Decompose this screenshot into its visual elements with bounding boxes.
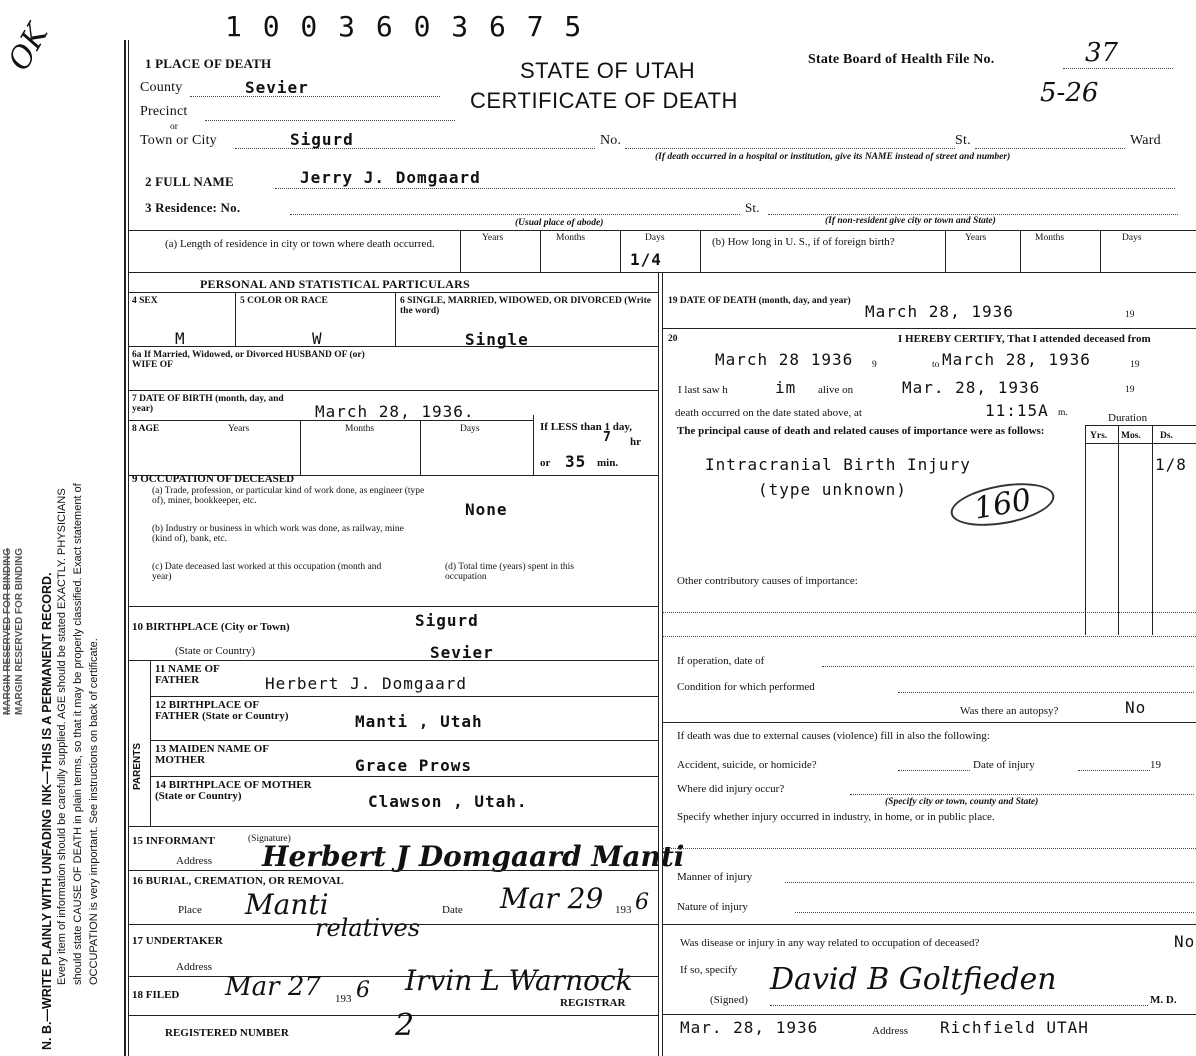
informant-signature: Herbert J Domgaard Manti [262,840,685,873]
file-number-label: State Board of Health File No. [808,52,995,67]
mother-name-value: Grace Prows [355,756,472,775]
md-label: M. D. [1150,994,1177,1006]
autopsy-value: No [1125,698,1147,717]
margin-instruction-4: OCCUPATION is very important. See instructions on back of certificate. [88,638,100,985]
margin-instruction-1: N. B.—WRITE PLAINLY WITH UNFADING INK—THIS IS A PERMANENT RECORD. [40,572,54,1050]
cause-code-circled: 160 [947,476,1057,533]
county-label: County [140,80,183,95]
occupation-value: None [465,500,508,519]
occupation-c-label: (c) Date deceased last worked at this occupation (month and year) [152,562,382,582]
or-label: or [170,122,178,132]
burial-label: 16 BURIAL, CREMATION, OR REMOVAL [132,875,344,887]
town-label: Town or City [140,133,217,148]
injury-date-label: Date of injury [973,759,1035,771]
signed-label: (Signed) [710,994,748,1006]
manner-of-injury-label: Manner of injury [677,871,753,883]
registered-number-value: 2 [395,1008,415,1043]
mother-birthplace-value: Clawson , Utah. [368,792,528,811]
physician-address-value: Richfield UTAH [940,1018,1089,1037]
if-so-label: If so, specify [680,964,738,976]
margin-reserved-1: MARGIN RESERVED FOR BINDING [2,547,13,715]
certificate-serial-number: 1 0 0 3 6 0 3 6 7 5 [225,10,584,43]
cause-of-death-secondary: (type unknown) [758,480,907,499]
burial-year-value: 6 [635,890,649,915]
marital-status-value: Single [465,330,529,349]
undertaker-value: relatives [315,914,421,942]
burial-year-prefix: 193 [615,904,632,916]
attended-from-date: March 28 1936 [715,350,854,369]
registrar-signature: Irvin L Warnock [405,964,633,997]
filed-label: 18 FILED [132,989,180,1001]
us-months-header: Months [1035,233,1065,243]
occupation-b-label: (b) Industry or business in which work was done, as railway, mine (kind of), bank, etc. [152,524,404,544]
residence-st-label: St. [745,200,760,215]
nonresident-note: (If non-resident give city or town and State) [825,216,996,226]
occupation-d-label: (d) Total time (years) spent in this occupation [445,562,574,582]
injury-where-label: Where did injury occur? [677,783,785,795]
file-number-value: 37 [1085,38,1119,68]
no-label: No. [600,133,622,148]
burial-date-label: Date [442,904,463,916]
single-married-label: 6 SINGLE, MARRIED, WIDOWED, OR DIVORCED (Write the word) [400,296,651,316]
certify-number: 20 [668,334,678,344]
duration-years-header: Yrs. [1090,431,1108,441]
occupation-related-label: Was disease or injury in any way related to occupation of deceased? [680,937,980,949]
certify-text: I HEREBY CERTIFY, That I attended deceased from [898,333,1151,345]
occupation-a-label: (a) Trade, profession, or particular kind of work done, as engineer (type of), miner, bookkeeper, etc. [152,486,425,506]
registered-number-label: REGISTERED NUMBER [165,1027,289,1039]
father-birthplace-value: Manti , Utah [355,712,483,731]
duration-days-header: Ds. [1160,431,1173,441]
us-days-header: Days [1122,233,1142,243]
mother-birthplace-label: 14 BIRTHPLACE OF MOTHER (State or Country) [155,779,312,802]
foreign-birth-label: (b) How long in U. S., if of foreign birth? [712,236,895,248]
precinct-label: Precinct [140,104,188,119]
race-label: 5 COLOR OR RACE [240,296,328,306]
last-saw-date: Mar. 28, 1936 [902,378,1041,397]
time-of-death: 11:15A [985,401,1049,420]
occupation-heading: 9 OCCUPATION OF DECEASED [132,473,295,485]
undertaker-label: 17 UNDERTAKER [132,935,223,947]
injury-date-suffix: 19 [1150,759,1161,771]
residence-months-header: Months [556,233,586,243]
dod-suffix: 19 [1125,310,1135,320]
residence-days-header: Days [645,233,665,243]
birthplace-state-label: (State or Country) [175,645,256,657]
specify-city-note: (Specify city or town, county and State) [885,797,1039,807]
condition-label: Condition for which performed [677,681,815,693]
residence-days-value: 1/4 [630,250,662,269]
occupation-related-value: No [1174,932,1196,951]
physician-signature: David B Goltfieden [770,962,1057,997]
signature-date: Mar. 28, 1936 [680,1018,819,1037]
duration-months-header: Mos. [1121,431,1141,441]
hours-label: hr [630,436,641,448]
registrar-label: REGISTRAR [560,997,626,1009]
margin-instruction-2: Every item of information should be carefully supplied. AGE should be stated EXACTLY. PHYSICIANS [56,488,68,985]
residence-label: 3 Residence: No. [145,200,241,215]
personal-section-heading: PERSONAL AND STATISTICAL PARTICULARS [200,277,470,291]
birthplace-city-value: Sigurd [415,611,479,630]
informant-address-label: Address [176,855,213,867]
binding-margin [0,0,125,1056]
am-pm-label: m. [1058,408,1068,418]
autopsy-label: Was there an autopsy? [960,705,1059,717]
dod-label: 19 DATE OF DEATH (month, day, and year) [668,296,851,306]
principal-cause-label: The principal cause of death and related causes of importance were as follows: [677,425,1045,437]
length-residence-label: (a) Length of residence in city or town where death occurred. [165,238,435,250]
father-name-value: Herbert J. Domgaard [265,674,468,693]
burial-place-value: Manti [245,888,329,921]
age-days-header: Days [460,424,480,434]
parents-side-label: PARENTS [132,742,143,790]
specify-injury-place-label: Specify whether injury occurred in industry, in home, or in public place. [677,811,995,823]
nature-of-injury-label: Nature of injury [677,901,748,913]
margin-instruction-3: should state CAUSE OF DEATH in plain terms, so that it may be properly classified. Exact statement of [72,483,84,985]
residence-years-header: Years [482,233,504,243]
duration-days-value: 1/8 [1155,455,1187,474]
or-min-label: or [540,457,551,469]
duration-header: Duration [1108,412,1148,424]
dod-value: March 28, 1936 [865,302,1014,321]
cause-of-death-primary: Intracranial Birth Injury [705,455,971,474]
dob-label: 7 DATE OF BIRTH (month, day, and year) [132,394,284,414]
filed-year-value: 6 [356,978,370,1003]
mother-name-label: 13 MAIDEN NAME OF MOTHER [155,743,269,766]
us-years-header: Years [965,233,987,243]
operation-label: If operation, date of [677,655,765,667]
full-name-label: 2 FULL NAME [145,174,234,189]
hospital-note: (If death occurred in a hospital or institution, give its NAME instead of street and number) [655,152,1011,162]
informant-signature-label: (Signature) [248,834,291,844]
usual-abode-note: (Usual place of abode) [515,218,604,228]
town-value: Sigurd [290,130,354,149]
external-causes-label: If death was due to external causes (violence) fill in also the following: [677,730,990,742]
filed-date-value: Mar 27 [225,972,321,1002]
last-saw-label: I last saw h [678,384,728,396]
file-number-handwritten: 5-26 [1040,78,1099,108]
hours-value: 7 [603,430,612,445]
accident-label: Accident, suicide, or homicide? [677,759,817,771]
informant-label: 15 INFORMANT [132,835,215,847]
minutes-value: 35 [565,452,587,471]
undertaker-address-label: Address [176,961,213,973]
race-value: W [312,329,323,348]
age-label: 8 AGE [132,424,160,434]
margin-reserved-2: MARGIN RESERVED FOR BINDING [14,547,25,715]
ok-handwritten-mark: OK [1,18,56,77]
father-name-label: 11 NAME OF FATHER [155,663,220,686]
certificate-title: CERTIFICATE OF DEATH [470,88,738,113]
filed-year-prefix: 193 [335,993,352,1005]
last-saw-suffix: 19 [1125,385,1135,395]
father-birthplace-label: 12 BIRTHPLACE OF FATHER (State or Country) [155,699,289,722]
sex-label: 4 SEX [132,296,158,306]
spouse-label: 6a If Married, Widowed, or Divorced HUSBAND OF (or) WIFE OF [132,350,365,370]
minutes-label: min. [597,457,619,469]
county-value: Sevier [245,78,309,97]
occurred-label: death occurred on the date stated above, at [675,407,862,419]
burial-place-label: Place [178,904,202,916]
st-label: St. [955,133,971,148]
dob-value: March 28, 1936. [315,402,475,421]
birthplace-state-value: Sevier [430,643,494,662]
contributory-causes-label: Other contributory causes of importance: [677,575,858,587]
last-saw-pronoun: im [775,378,797,397]
to-label: to [932,360,940,370]
if-less-label: If LESS than 1 day, [540,421,633,433]
attended-to-date: March 28, 1936 [942,350,1091,369]
full-name-value: Jerry J. Domgaard [300,168,481,187]
burial-date-value: Mar 29 [500,882,604,915]
place-of-death-heading: 1 PLACE OF DEATH [145,56,272,71]
to-suffix: 19 [1130,360,1140,370]
ward-label: Ward [1130,133,1161,148]
from-suffix: 9 [872,360,877,370]
age-months-header: Months [345,424,375,434]
alive-on-label: alive on [818,384,854,396]
state-title: STATE OF UTAH [520,58,696,83]
age-years-header: Years [228,424,250,434]
sex-value: M [175,329,186,348]
birthplace-label: 10 BIRTHPLACE (City or Town) [132,621,290,633]
physician-address-label: Address [872,1025,909,1037]
